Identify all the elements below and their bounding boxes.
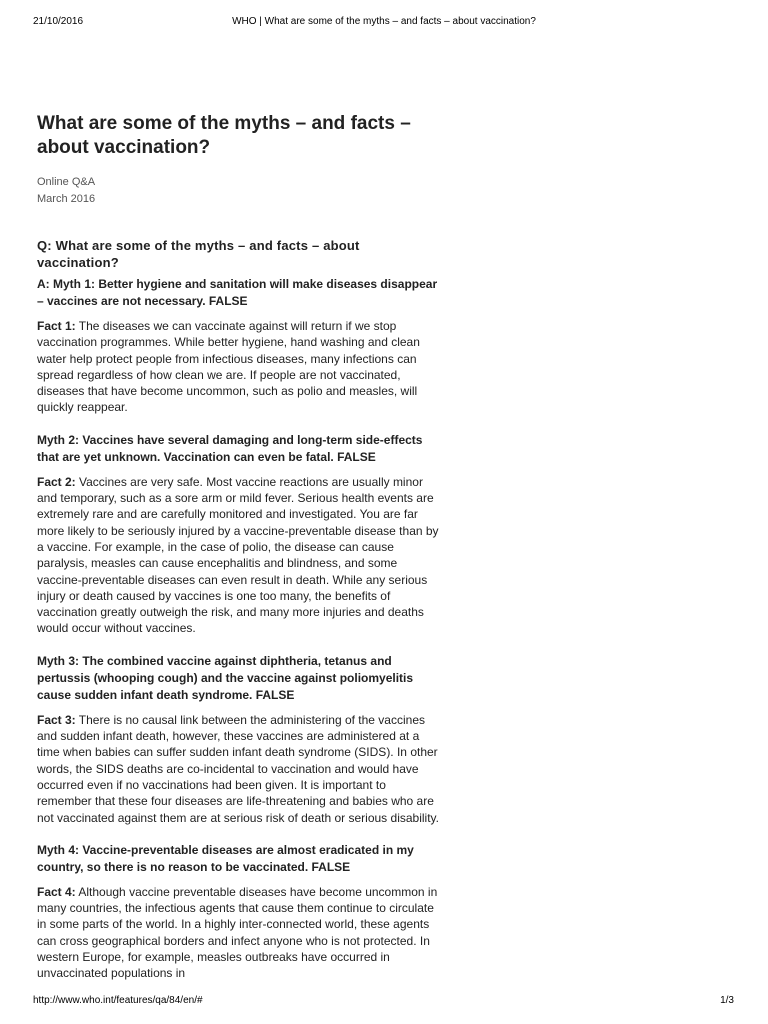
article-date: March 2016 [37,193,96,205]
myth-statement: Myth 2: Vaccines have several damaging and long-term side-effects that are yet unknown. Vaccination can even be fatal. FALSE [37,432,423,464]
page-number: 1/3 [720,995,734,1006]
print-date: 21/10/2016 [33,16,84,27]
article-type: Online Q&A [37,176,96,188]
fact-paragraph [37,712,443,826]
fact-label: Fact 4: [37,884,76,899]
fact-text: The diseases we can vaccinate against will return if we stop vaccination programmes. While better hygiene, hand washing and clean water help protect people from infectious diseases, many infections can spread regardless of how clean we are. If people are not vaccinated, diseases that have become uncommon, such as polio and measles, will quickly reappear. [37,319,420,415]
fact-text: There is no causal link between the administering of the vaccines and sudden infant death, however, these vaccines are administered at a time when babies can suffer sudden infant death syndrome (SIDS). In other words, the SIDS deaths are co-incidental to vaccination and would have occurred even if no vaccinations had been given. It is important to remember that these four diseases are life-threatening and babies who are not vaccinated against them are at serious risk of death or serious disability. [37,712,439,825]
myth-section-4 [37,842,443,982]
myth-section-3 [37,653,443,826]
question-heading: Q: What are some of the myths – and facts – about vaccination? [37,238,360,270]
page-url[interactable]: http://www.who.int/features/qa/84/en/# [33,995,203,1006]
fact-paragraph [37,474,443,637]
myth-section-1 [37,276,443,416]
fact-paragraph [37,318,443,416]
print-header [0,16,768,30]
fact-label: Fact 2: [37,474,76,489]
myth-statement: A: Myth 1: Better hygiene and sanitation will make diseases disappear – vaccines are not necessary. FALSE [37,277,438,308]
myth-section-2 [37,432,443,637]
print-page-title: WHO | What are some of the myths – and facts – about vaccination? [232,16,536,27]
fact-text: Although vaccine preventable diseases have become uncommon in many countries, the infectious agents that cause them continue to circulate in some parts of the world. In a highly inter-connected world, these agents can cross geographical borders and infect anyone who is not protected. In western Europe, for example, measles outbreaks have occurred in unvaccinated populations in [37,884,438,981]
myth-statement: Myth 3: The combined vaccine against diphtheria, tetanus and pertussis (whooping cough) and the vaccine against poliomyelitis cause sudden infant death syndrome. FALSE [37,653,414,702]
fact-label: Fact 1: [37,319,76,333]
fact-paragraph [37,884,443,982]
article [37,112,443,982]
myth-statement: Myth 4: Vaccine-preventable diseases are almost eradicated in my country, so there is no reason to be vaccinated. FALSE [37,842,414,874]
fact-label: Fact 3: [37,712,76,727]
article-title: What are some of the myths – and facts – about vaccination? [37,113,411,158]
fact-text: Vaccines are very safe. Most vaccine reactions are usually minor and temporary, such as a sore arm or mild fever. Serious health events are extremely rare and are carefully monitored and investigated. You are far more likely to be seriously injured by a vaccine-preventable disease than by a vaccine. For example, in the case of polio, the disease can cause paralysis, measles can cause encephalitis and blindness, and some vaccine-preventable diseases can even result in death. While any serious injury or death caused by vaccines is one too many, the benefits of vaccination greatly outweigh the risk, and many more injuries and deaths would occur without vaccines. [37,474,439,636]
article-meta [37,174,443,208]
print-footer [0,995,768,1009]
